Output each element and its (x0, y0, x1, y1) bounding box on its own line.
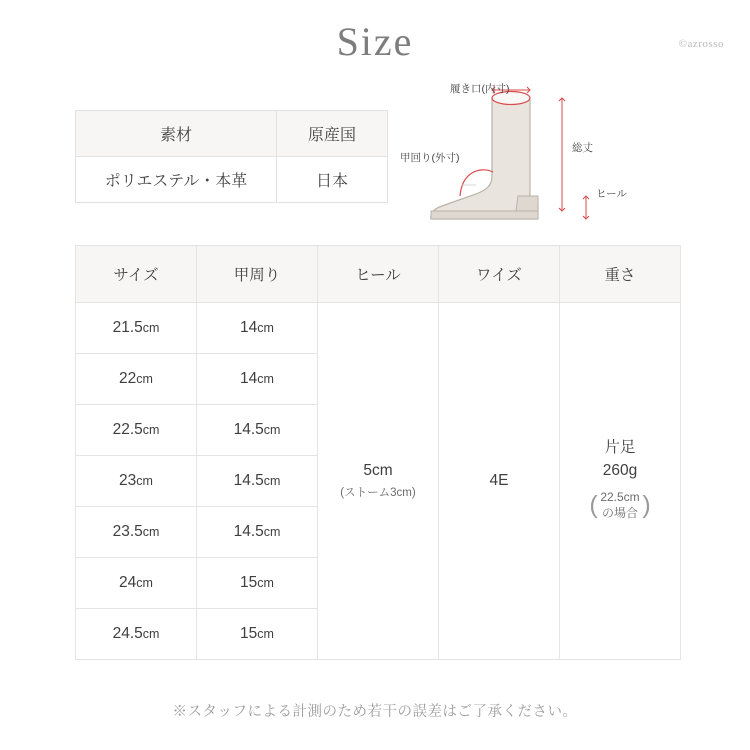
weight-line2: 260g (602, 461, 638, 479)
cell-instep (197, 456, 318, 507)
size-value: 23.5 (112, 523, 143, 540)
cell-size (76, 609, 197, 660)
table-header-row (76, 246, 681, 303)
table-row (76, 111, 388, 157)
size-unit: cm (136, 576, 153, 590)
weight-note-line1: ( 22.5cm (600, 490, 640, 505)
diagram-label-instep: 甲回り(外寸) (400, 152, 460, 164)
cell-size (76, 405, 197, 456)
size-value: 22.5 (112, 421, 143, 438)
instep-unit: cm (263, 525, 281, 539)
size-unit: cm (142, 627, 160, 641)
boot-measurement-diagram (400, 68, 740, 233)
cell-instep (197, 609, 318, 660)
weight-note (589, 489, 650, 521)
brand-watermark: ©azrosso (678, 38, 724, 50)
cell-instep (197, 405, 318, 456)
material-table (75, 110, 388, 203)
column-header-instep: 甲周り (197, 246, 318, 303)
cell-size (76, 558, 197, 609)
size-unit: cm (142, 525, 160, 539)
cell-instep (197, 354, 318, 405)
instep-unit: cm (257, 627, 274, 641)
cell-size (76, 354, 197, 405)
column-header-weight: 重さ (560, 246, 681, 303)
size-unit: cm (142, 423, 160, 437)
weight-line1: 片足 (604, 439, 636, 457)
column-header-heel: ヒール (318, 246, 439, 303)
disclaimer-note: ※スタッフによる計測のため若干の誤差はご了承ください。 (172, 704, 578, 720)
cell-size (76, 507, 197, 558)
origin-value-cell: 日本 (277, 157, 388, 203)
heel-main: 5cm (363, 462, 393, 480)
size-unit: cm (136, 372, 153, 386)
cell-wise-merged: 4E (439, 303, 560, 660)
cell-instep (197, 558, 318, 609)
size-value: 24.5 (112, 625, 143, 642)
cell-size (76, 456, 197, 507)
material-header-cell: 素材 (76, 111, 277, 157)
page-title: Size (336, 19, 414, 64)
cell-size (76, 303, 197, 354)
cell-instep (197, 303, 318, 354)
column-header-wise: ワイズ (439, 246, 560, 303)
material-value-cell: ポリエステル・本革 (76, 157, 277, 203)
instep-value: 14.5 (233, 523, 264, 540)
weight-note-line2: の場合 (601, 506, 638, 521)
size-unit: cm (136, 474, 153, 488)
instep-value: 15 (240, 625, 258, 642)
diagram-label-opening: 履き口(内寸) (450, 83, 510, 95)
instep-unit: cm (257, 372, 274, 386)
heel-sub: (ストーム3cm) (340, 487, 416, 500)
instep-value: 14.5 (233, 472, 264, 489)
size-value: 24 (119, 574, 137, 591)
table-row (76, 303, 681, 354)
origin-header-cell: 原産国 (277, 111, 388, 157)
instep-value: 14.5 (233, 421, 264, 438)
diagram-label-heel: ヒール (596, 188, 627, 200)
instep-value: 15 (240, 574, 258, 591)
cell-instep (197, 507, 318, 558)
instep-unit: cm (257, 576, 274, 590)
instep-value: 14 (240, 370, 258, 387)
size-value: 23 (119, 472, 137, 489)
column-header-size: サイズ (76, 246, 197, 303)
cell-heel-merged (318, 303, 439, 660)
cell-weight-merged (560, 303, 681, 660)
size-value: 21.5 (112, 319, 143, 336)
size-unit: cm (142, 321, 160, 335)
size-value: 22 (119, 370, 137, 387)
table-row (76, 157, 388, 203)
size-table (75, 245, 681, 660)
instep-value: 14 (240, 319, 258, 336)
instep-unit: cm (263, 474, 281, 488)
diagram-label-total-height: 総丈 (572, 142, 593, 154)
instep-unit: cm (263, 423, 281, 437)
instep-unit: cm (257, 321, 274, 335)
